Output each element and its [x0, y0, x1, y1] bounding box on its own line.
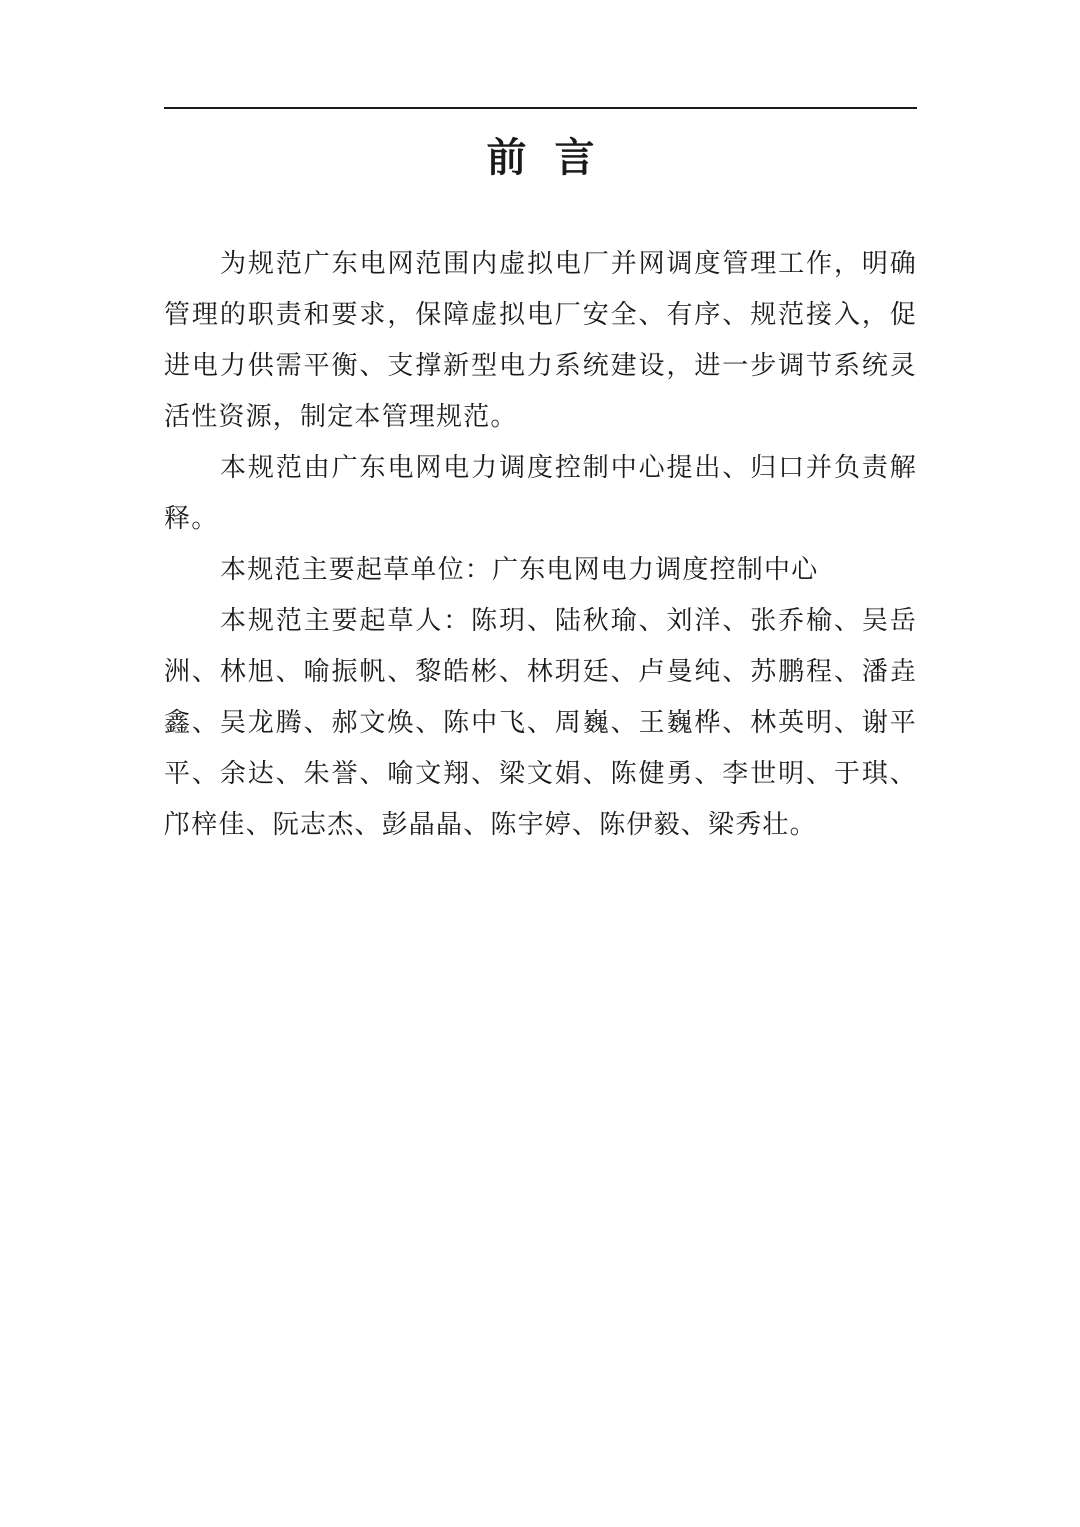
page-title: 前言	[486, 134, 623, 181]
header-rule	[164, 107, 917, 109]
paragraph-drafting-unit: 本规范主要起草单位：广东电网电力调度控制中心	[220, 555, 819, 585]
paragraph-drafters: 本规范主要起草人：陈玥、陆秋瑜、刘洋、张乔榆、吴岳洲、林旭、喻振帆、黎皓彬、林玥廷、卢曼纯、苏鹏程、潘垚鑫、吴龙腾、郝文焕、陈中飞、周巍、王巍桦、林英明、谢平平、余达、朱誉、喻文翔、梁文娟、陈健勇、李世明、于琪、邝梓佳、阮志杰、彭晶晶、陈宇婷、陈伊毅、梁秀壮。	[164, 606, 917, 840]
paragraph-purpose: 为规范广东电网范围内虚拟电厂并网调度管理工作，明确管理的职责和要求，保障虚拟电厂安全、有序、规范接入，促进电力供需平衡、支撑新型电力系统建设，进一步调节系统灵活性资源，制定本管理规范。	[164, 249, 917, 432]
preface-body	[164, 239, 917, 851]
paragraph-issuer: 本规范由广东电网电力调度控制中心提出、归口并负责解释。	[164, 453, 917, 534]
